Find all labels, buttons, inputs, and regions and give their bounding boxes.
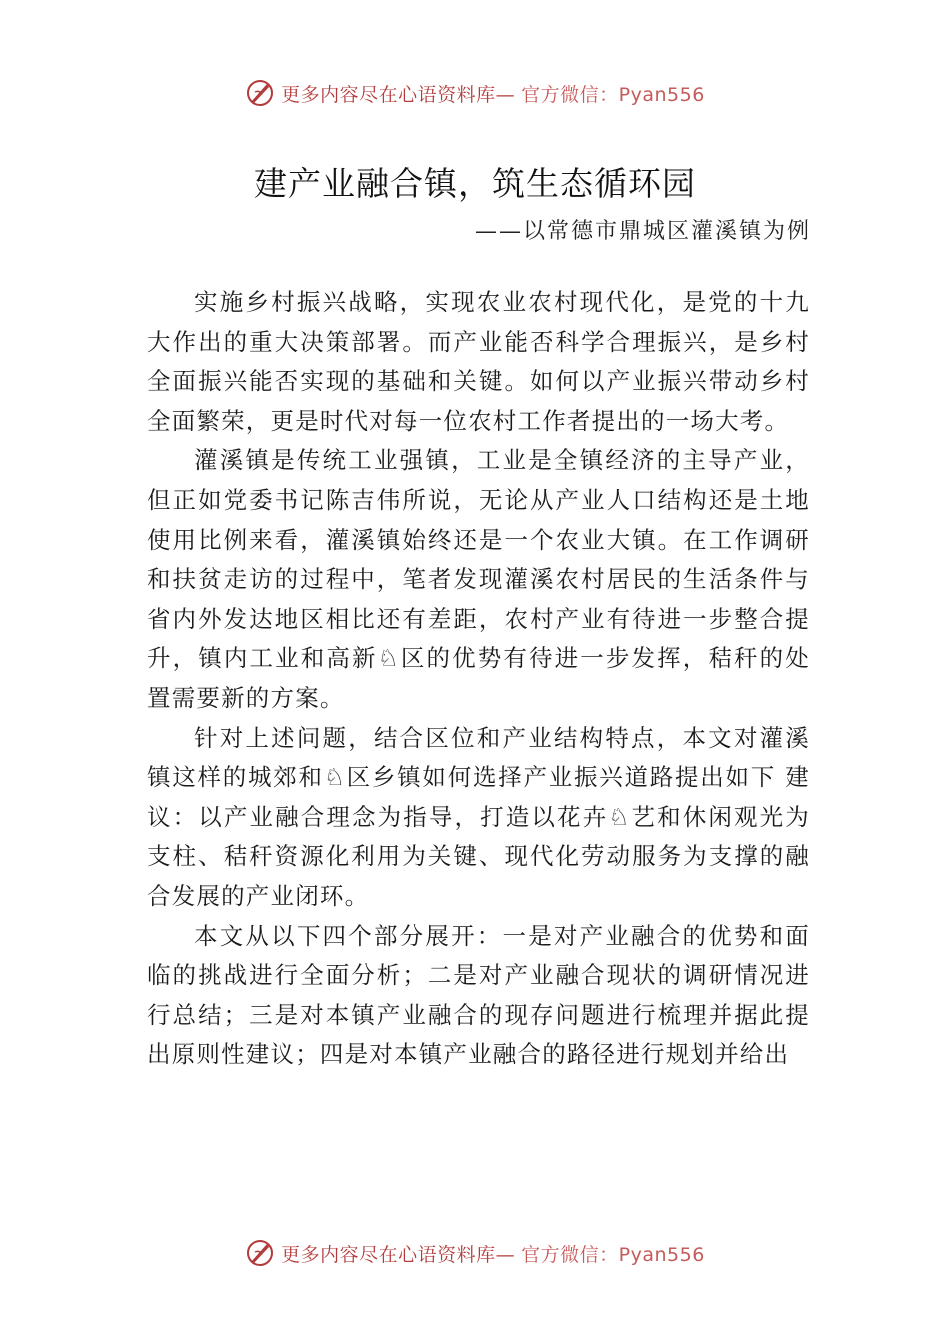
footer-banner — [0, 1233, 950, 1273]
header-banner — [0, 73, 950, 113]
document-subtitle: ——以常德市鼎城区灌溪镇为例 — [475, 219, 812, 244]
paragraph-3: 针对上述问题，结合区位和产业结构特点，本文对灌溪镇这样的城郊和♘区乡镇如何选择产业振兴道路提出如下 建议：以产业融合理念为指导，打造以花卉♘艺和休闲观光为支柱、秸秆资源化利用为关键、现代化劳动服务为支撑的融合发展的产业闭环。 — [147, 723, 810, 910]
footer-wechat-text: 官方微信：Pyan556 — [521, 1243, 705, 1266]
quill-pen-icon — [245, 1238, 275, 1268]
header-wechat-text: 官方微信：Pyan556 — [521, 83, 705, 106]
paragraph-4: 本文从以下四个部分展开：一是对产业融合的优势和面临的挑战进行全面分析；二是对产业融合现状的调研情况进行总结；三是对本镇产业融合的现存问题进行梳理并据此提出原则性建议；四是对本镇产业融合的路径进行规划并给出 — [147, 921, 810, 1069]
paragraph-2: 灌溪镇是传统工业强镇，工业是全镇经济的主导产业，但正如党委书记陈吉伟所说，无论从产业人口结构还是土地使用比例来看，灌溪镇始终还是一个农业大镇。在工作调研和扶贫走访的过程中，笔者发现灌溪农村居民的生活条件与省内外发达地区相比还有差距，农村产业有待进一步整合提升，镇内工业和高新♘区的优势有待进一步发挥，秸秆的处置需要新的方案。 — [147, 446, 810, 712]
header-promo-text: 更多内容尽在心语资料库— — [281, 83, 516, 106]
quill-pen-icon — [245, 78, 275, 108]
footer-promo-text: 更多内容尽在心语资料库— — [281, 1243, 516, 1266]
paragraph-1: 实施乡村振兴战略，实现农业农村现代化，是党的十九大作出的重大决策部署。而产业能否科学合理振兴，是乡村全面振兴能否实现的基础和关键。如何以产业振兴带动乡村全面繁荣，更是时代对每一位农村工作者提出的一场大考。 — [147, 288, 810, 435]
document-body — [147, 283, 810, 1075]
document-title: 建产业融合镇，筑生态循环园 — [254, 164, 696, 203]
